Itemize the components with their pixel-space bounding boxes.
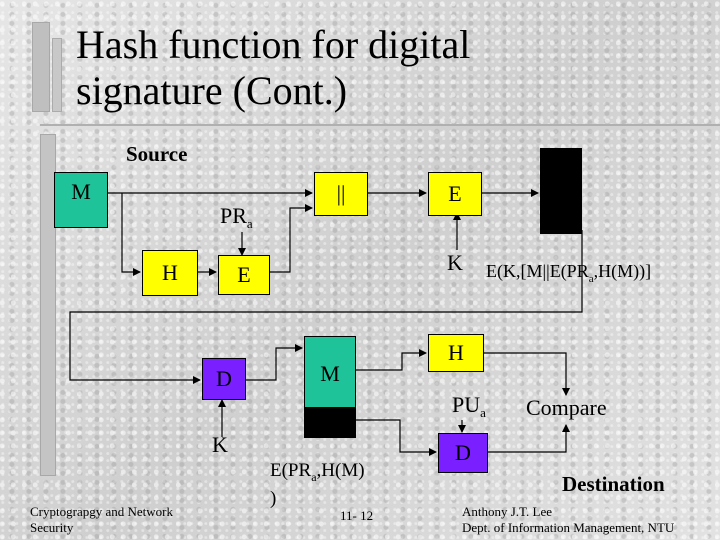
public-key-label — [452, 392, 486, 421]
arrow-verify-to-compare — [488, 425, 566, 452]
sig-text: E(PR — [270, 460, 312, 481]
arrow-hash-to-compare — [484, 353, 566, 395]
footer-author — [462, 504, 674, 536]
pr-subscript: a — [246, 216, 253, 231]
pr-text: PR — [220, 203, 247, 228]
decrypt-box-dest: D — [202, 358, 246, 400]
arrow-m-to-hash-dest — [356, 353, 426, 370]
hash-box-source: H — [142, 250, 198, 296]
output-tail: ,H(M))] — [593, 261, 652, 281]
output-text: E(K,[M||E(PR — [486, 261, 589, 281]
pu-subscript: a — [480, 405, 486, 420]
session-key-label-dest: K — [212, 432, 228, 457]
message-box-dest: M — [304, 336, 356, 408]
slide-title-line-1: Hash function for digital — [76, 22, 471, 67]
session-key-label-source: K — [447, 250, 463, 275]
arrow-d-to-m — [246, 348, 302, 380]
verify-decrypt-box: D — [438, 433, 488, 473]
signature-label — [270, 460, 365, 510]
footer-author-line-1: Anthony J.T. Lee — [462, 504, 553, 519]
signature-box-dest — [304, 408, 356, 438]
arrow-e-to-concat — [270, 208, 312, 272]
sig-subscript: a — [311, 470, 317, 484]
footer-course-line-1: Cryptograpgy and Network — [30, 504, 173, 519]
footer-author-line-2: Dept. of Information Management, NTU — [462, 520, 675, 535]
arrow-m-to-hash — [122, 193, 140, 272]
signature-label-line-1 — [270, 460, 365, 488]
pu-text: PU — [452, 392, 481, 417]
sign-encrypt-box: E — [218, 255, 270, 295]
transmitted-ciphertext-label — [486, 261, 651, 285]
output-subscript: a — [588, 273, 594, 285]
private-key-label — [220, 203, 253, 232]
slide-title-line-2: signature (Cont.) — [76, 68, 348, 113]
message-box-source: M — [54, 172, 108, 228]
footer-course — [30, 504, 173, 536]
hash-box-dest: H — [428, 334, 484, 372]
concat-box: || — [314, 172, 368, 216]
source-label: Source — [126, 142, 188, 166]
destination-label: Destination — [562, 472, 665, 496]
signature-label-line-2: ) — [270, 488, 277, 509]
sig-tail: ,H(M) — [316, 460, 365, 481]
ciphertext-box — [540, 148, 582, 234]
page-number: 11- 12 — [340, 508, 374, 523]
footer-course-line-2: Security — [30, 520, 74, 535]
compare-label: Compare — [526, 395, 607, 420]
encrypt-box-source: E — [428, 172, 482, 216]
